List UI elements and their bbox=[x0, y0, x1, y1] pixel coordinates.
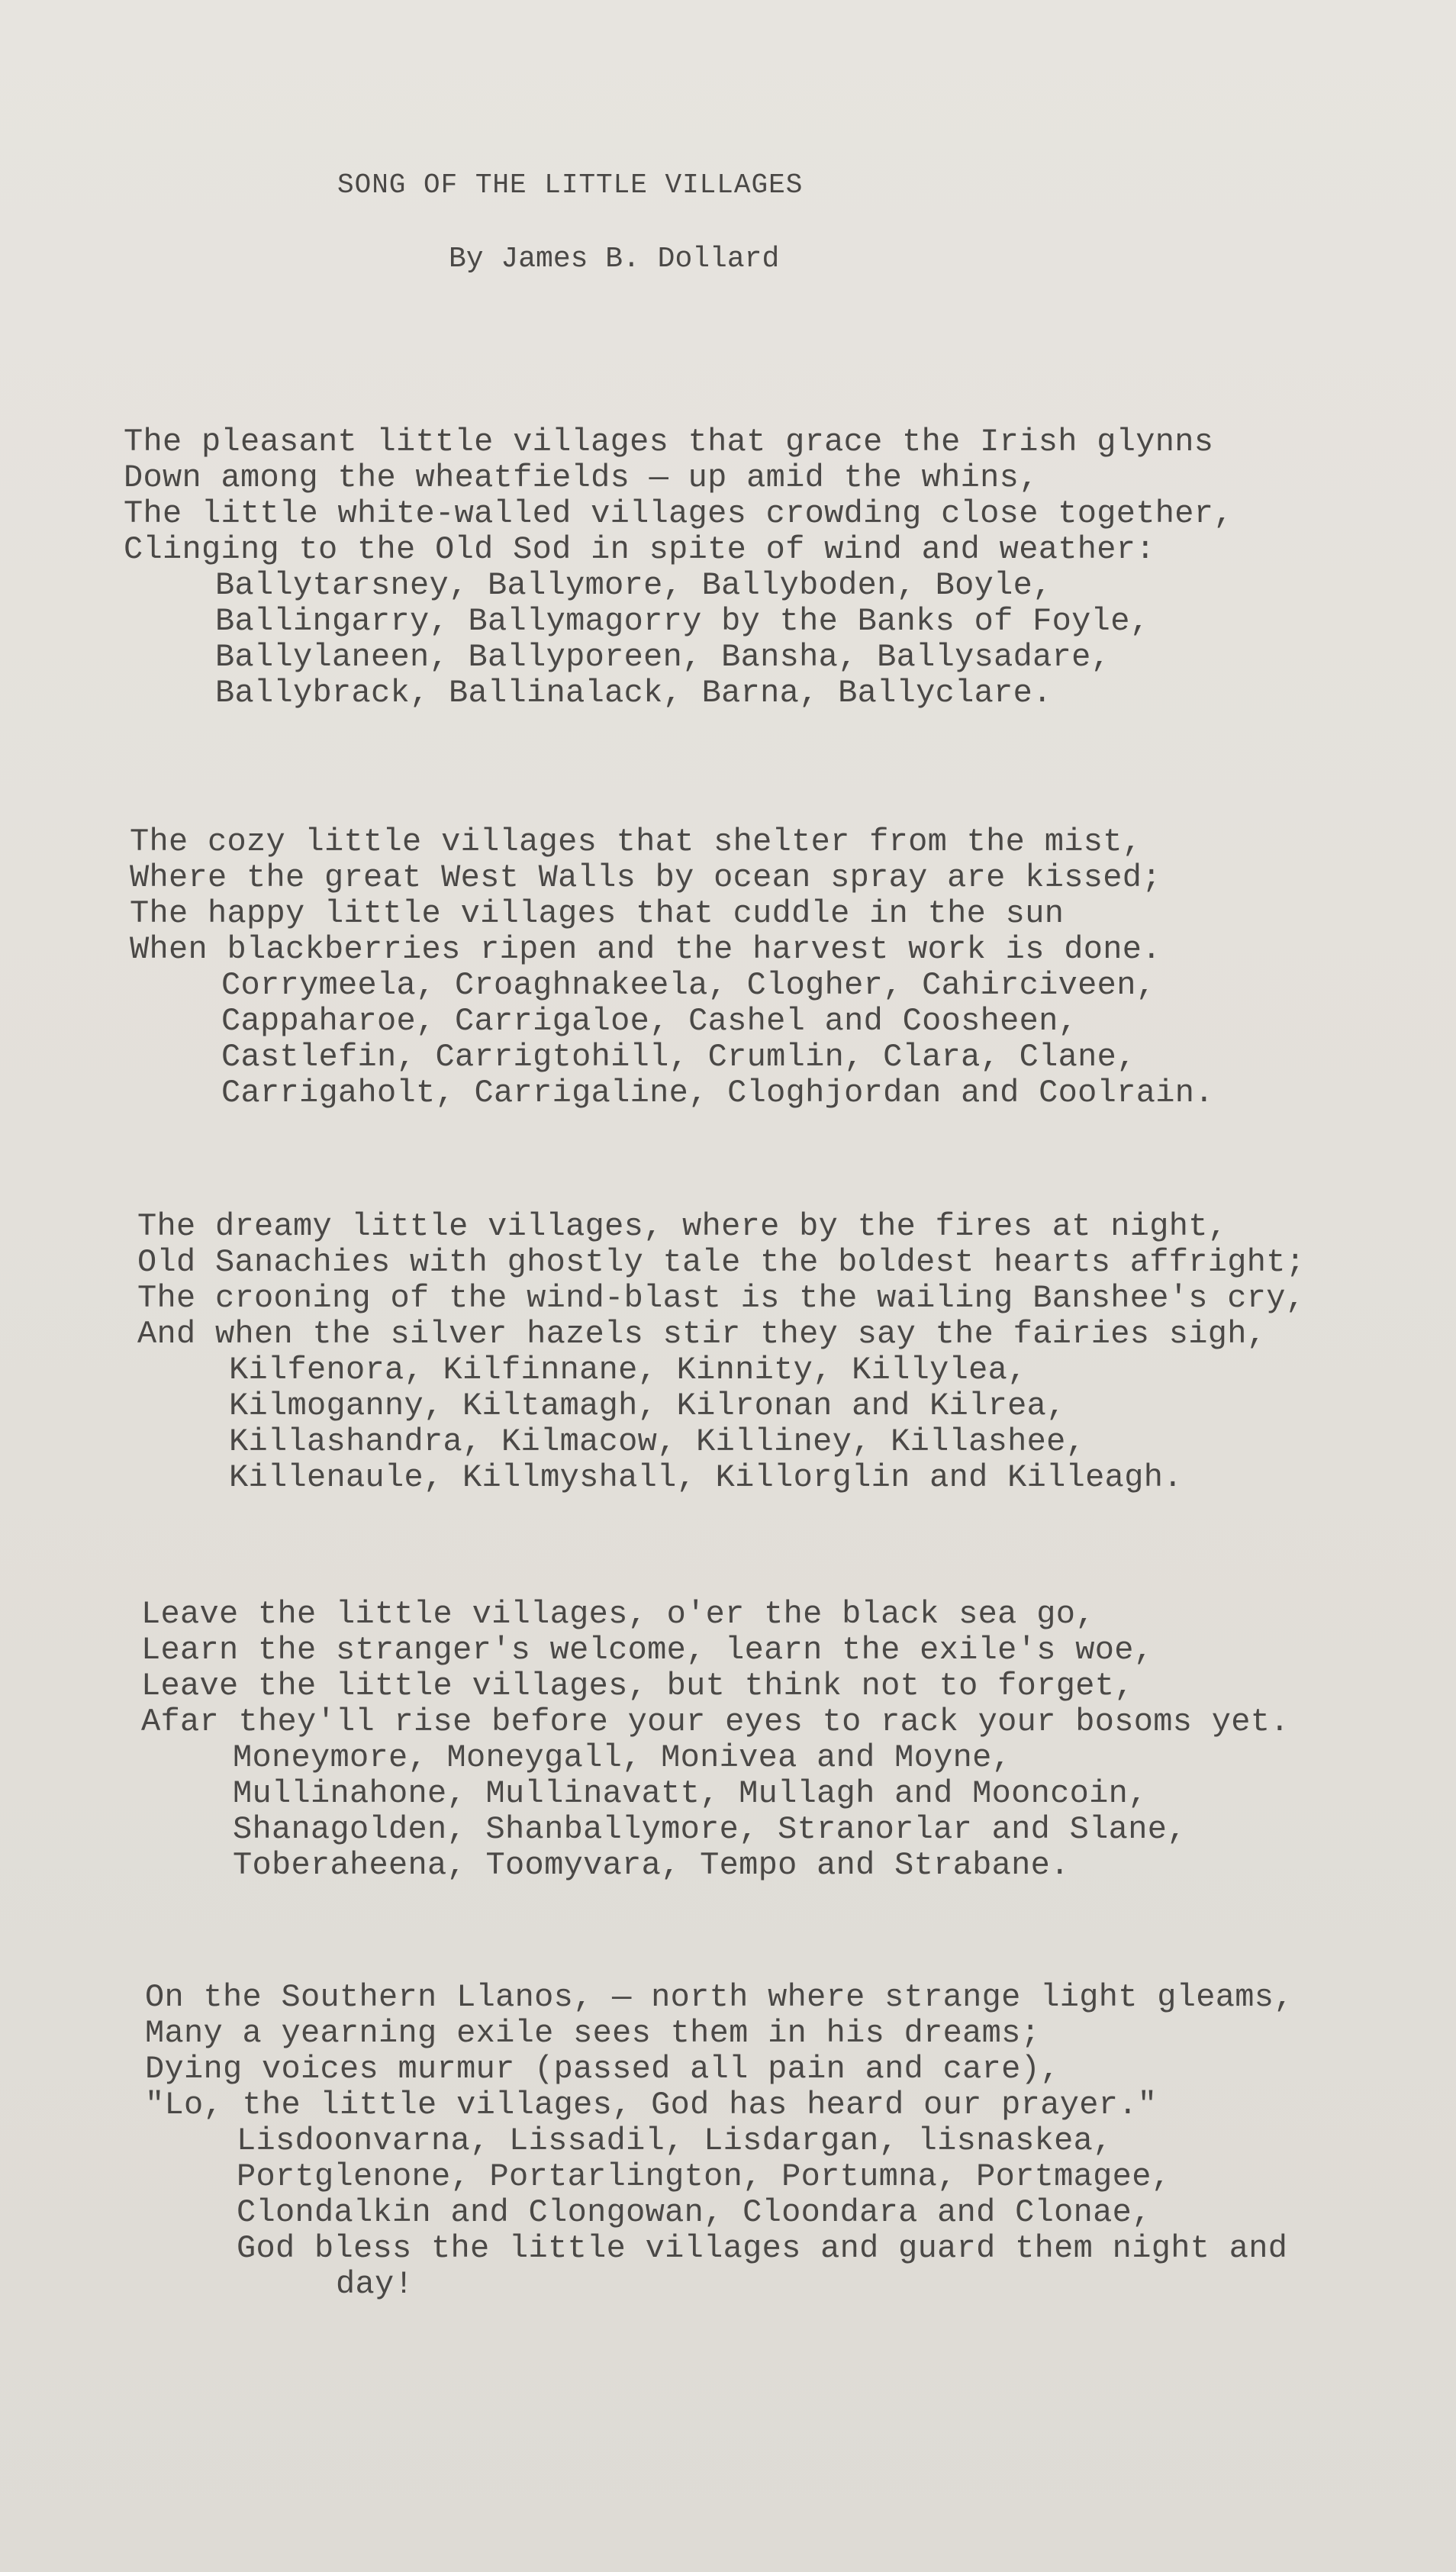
place-names-line: Killenaule, Killmyshall, Killorglin and Killeagh. bbox=[229, 1459, 1183, 1496]
poem-title: SONG OF THE LITTLE VILLAGES bbox=[337, 169, 804, 201]
place-names-line: Mullinahone, Mullinavatt, Mullagh and Mooncoin, bbox=[233, 1775, 1148, 1812]
place-names-line: Ballybrack, Ballinalack, Barna, Ballyclare. bbox=[215, 675, 1052, 711]
stanza-5 bbox=[145, 1980, 1442, 2303]
verse-line: Down among the wheatfields — up amid the whins, bbox=[124, 459, 1039, 496]
place-names-line: Cappaharoe, Carrigaloe, Cashel and Coosheen, bbox=[221, 1003, 1078, 1039]
verse-line: "Lo, the little villages, God has heard our prayer." bbox=[145, 2087, 1158, 2123]
verse-line: Clinging to the Old Sod in spite of wind and weather: bbox=[124, 531, 1155, 568]
place-names-line: Carrigaholt, Carrigaline, Cloghjordan and Coolrain. bbox=[221, 1075, 1214, 1111]
verse-line: Many a yearning exile sees them in his dreams; bbox=[145, 2015, 1041, 2051]
place-names-line: Kilmoganny, Kiltamagh, Kilronan and Kilrea, bbox=[229, 1388, 1066, 1424]
place-names-line: Toberaheena, Toomyvara, Tempo and Strabane. bbox=[233, 1847, 1070, 1884]
verse-line: On the Southern Llanos, — north where strange light gleams, bbox=[145, 1979, 1293, 2016]
verse-line: Dying voices murmur (passed all pain and care), bbox=[145, 2051, 1060, 2087]
verse-line: The dreamy little villages, where by the fires at night, bbox=[137, 1208, 1228, 1245]
verse-line: The crooning of the wind-blast is the wailing Banshee's cry, bbox=[137, 1280, 1306, 1317]
verse-line: Afar they'll rise before your eyes to rack your bosoms yet. bbox=[141, 1703, 1290, 1740]
verse-line: Old Sanachies with ghostly tale the boldest hearts affright; bbox=[137, 1244, 1306, 1281]
stanza-4 bbox=[141, 1597, 1290, 1884]
place-names-line: Killashandra, Kilmacow, Killiney, Killashee, bbox=[229, 1423, 1086, 1460]
verse-line: The pleasant little villages that grace the Irish glynns bbox=[124, 424, 1214, 460]
verse-line: When blackberries ripen and the harvest work is done. bbox=[130, 931, 1161, 968]
place-names-line: Moneymore, Moneygall, Monivea and Moyne, bbox=[233, 1739, 1012, 1776]
place-names-line: Ballingarry, Ballymagorry by the Banks of Foyle, bbox=[215, 603, 1150, 640]
place-names-line: God bless the little villages and guard them night and bbox=[237, 2230, 1288, 2267]
verse-line: Leave the little villages, but think not to forget, bbox=[141, 1668, 1134, 1704]
stanza-2 bbox=[130, 824, 1214, 1111]
verse-line: The cozy little villages that shelter from the mist, bbox=[130, 823, 1142, 860]
stanza-3 bbox=[137, 1209, 1305, 1496]
place-names-line: Portglenone, Portarlington, Portumna, Portmagee, bbox=[237, 2158, 1171, 2195]
place-names-line: Castlefin, Carrigtohill, Crumlin, Clara, Clane, bbox=[221, 1039, 1136, 1075]
verse-line: The happy little villages that cuddle in the sun bbox=[130, 895, 1065, 932]
verse-line: Learn the stranger's welcome, learn the exile's woe, bbox=[141, 1632, 1154, 1668]
place-names-line: Ballylaneen, Ballyporeen, Bansha, Ballysadare, bbox=[215, 639, 1111, 675]
place-names-line: Kilfenora, Kilfinnane, Kinnity, Killylea, bbox=[229, 1352, 1027, 1388]
verse-line: The little white-walled villages crowding close together, bbox=[124, 495, 1233, 532]
place-names-line: Clondalkin and Clongowan, Cloondara and Clonae, bbox=[237, 2194, 1152, 2231]
place-names-line: Shanagolden, Shanballymore, Stranorlar and Slane, bbox=[233, 1811, 1187, 1848]
verse-line: Where the great West Walls by ocean spray are kissed; bbox=[130, 859, 1161, 896]
place-names-line: Ballytarsney, Ballymore, Ballyboden, Boyle, bbox=[215, 567, 1052, 604]
verse-line: Leave the little villages, o'er the black sea go, bbox=[141, 1596, 1095, 1632]
place-names-line: Corrymeela, Croaghnakeela, Clogher, Cahirciveen, bbox=[221, 967, 1156, 1004]
verse-line: And when the silver hazels stir they say the fairies sigh, bbox=[137, 1316, 1267, 1352]
closing-line: day! bbox=[336, 2266, 414, 2303]
place-names-line: Lisdoonvarna, Lissadil, Lisdargan, lisnaskea, bbox=[237, 2122, 1113, 2159]
poem-author: By James B. Dollard bbox=[449, 243, 780, 276]
stanza-1 bbox=[124, 424, 1233, 711]
